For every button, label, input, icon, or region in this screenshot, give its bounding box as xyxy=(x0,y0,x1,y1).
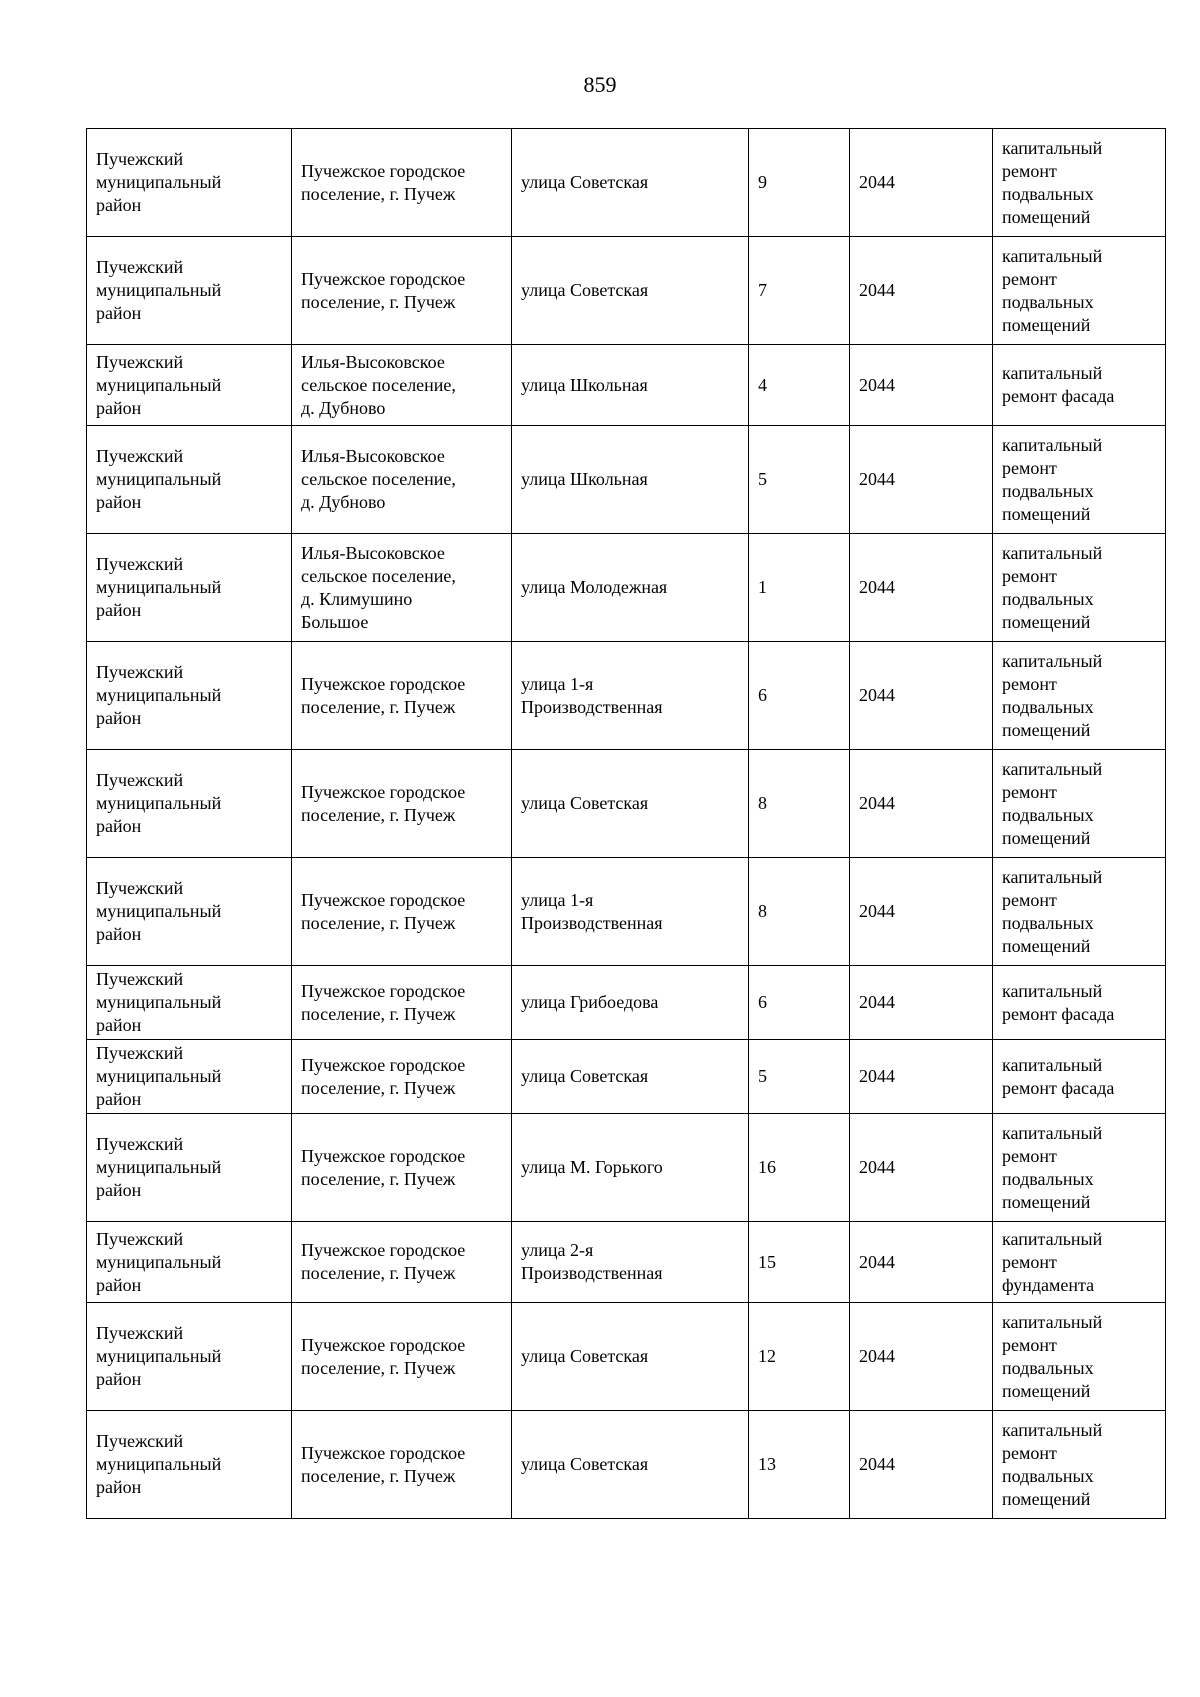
table-row xyxy=(87,237,1166,345)
house-number-cell: 4 xyxy=(749,345,850,426)
district-cell: Пучежский муниципальный район xyxy=(87,750,292,858)
house-number-cell: 6 xyxy=(749,642,850,750)
settlement-cell: Пучежское городское поселение, г. Пучеж xyxy=(292,237,512,345)
street-cell: улица 1-я Производственная xyxy=(512,858,749,966)
work-type-cell: капитальный ремонт подвальных помещений xyxy=(993,426,1166,534)
year-cell: 2044 xyxy=(850,1411,993,1519)
work-type-cell: капитальный ремонт подвальных помещений xyxy=(993,1114,1166,1222)
district-cell: Пучежский муниципальный район xyxy=(87,1114,292,1222)
district-cell: Пучежский муниципальный район xyxy=(87,1411,292,1519)
work-type-cell: капитальный ремонт фасада xyxy=(993,345,1166,426)
house-number-cell: 1 xyxy=(749,534,850,642)
table-row xyxy=(87,1114,1166,1222)
settlement-cell: Пучежское городское поселение, г. Пучеж xyxy=(292,1222,512,1303)
district-cell: Пучежский муниципальный район xyxy=(87,1222,292,1303)
work-type-cell: капитальный ремонт подвальных помещений xyxy=(993,1411,1166,1519)
table-row xyxy=(87,1040,1166,1114)
table-row xyxy=(87,858,1166,966)
table-row xyxy=(87,642,1166,750)
page-number: 859 xyxy=(583,72,617,97)
work-type-cell: капитальный ремонт подвальных помещений xyxy=(993,129,1166,237)
settlement-cell: Пучежское городское поселение, г. Пучеж xyxy=(292,129,512,237)
settlement-cell: Илья-Высоковское сельское поселение, д. Дубново xyxy=(292,426,512,534)
repair-schedule-table xyxy=(86,128,1166,1519)
house-number-cell: 8 xyxy=(749,750,850,858)
year-cell: 2044 xyxy=(850,237,993,345)
settlement-cell: Пучежское городское поселение, г. Пучеж xyxy=(292,858,512,966)
table-row xyxy=(87,1303,1166,1411)
table-row xyxy=(87,1222,1166,1303)
work-type-cell: капитальный ремонт подвальных помещений xyxy=(993,237,1166,345)
house-number-cell: 16 xyxy=(749,1114,850,1222)
year-cell: 2044 xyxy=(850,426,993,534)
district-cell: Пучежский муниципальный район xyxy=(87,1303,292,1411)
table-row xyxy=(87,966,1166,1040)
street-cell: улица Советская xyxy=(512,129,749,237)
year-cell: 2044 xyxy=(850,858,993,966)
district-cell: Пучежский муниципальный район xyxy=(87,858,292,966)
table-row xyxy=(87,345,1166,426)
table-row xyxy=(87,129,1166,237)
street-cell: улица 1-я Производственная xyxy=(512,642,749,750)
district-cell: Пучежский муниципальный район xyxy=(87,345,292,426)
house-number-cell: 9 xyxy=(749,129,850,237)
street-cell: улица М. Горького xyxy=(512,1114,749,1222)
street-cell: улица 2-я Производственная xyxy=(512,1222,749,1303)
street-cell: улица Школьная xyxy=(512,345,749,426)
work-type-cell: капитальный ремонт подвальных помещений xyxy=(993,534,1166,642)
settlement-cell: Пучежское городское поселение, г. Пучеж xyxy=(292,750,512,858)
house-number-cell: 8 xyxy=(749,858,850,966)
settlement-cell: Пучежское городское поселение, г. Пучеж xyxy=(292,1303,512,1411)
year-cell: 2044 xyxy=(850,642,993,750)
settlement-cell: Илья-Высоковское сельское поселение, д. Дубново xyxy=(292,345,512,426)
work-type-cell: капитальный ремонт подвальных помещений xyxy=(993,1303,1166,1411)
settlement-cell: Пучежское городское поселение, г. Пучеж xyxy=(292,642,512,750)
year-cell: 2044 xyxy=(850,129,993,237)
district-cell: Пучежский муниципальный район xyxy=(87,1040,292,1114)
year-cell: 2044 xyxy=(850,750,993,858)
settlement-cell: Пучежское городское поселение, г. Пучеж xyxy=(292,1411,512,1519)
table-row xyxy=(87,1411,1166,1519)
house-number-cell: 6 xyxy=(749,966,850,1040)
house-number-cell: 12 xyxy=(749,1303,850,1411)
district-cell: Пучежский муниципальный район xyxy=(87,534,292,642)
work-type-cell: капитальный ремонт фундамента xyxy=(993,1222,1166,1303)
house-number-cell: 7 xyxy=(749,237,850,345)
work-type-cell: капитальный ремонт фасада xyxy=(993,1040,1166,1114)
work-type-cell: капитальный ремонт подвальных помещений xyxy=(993,858,1166,966)
street-cell: улица Советская xyxy=(512,1303,749,1411)
district-cell: Пучежский муниципальный район xyxy=(87,642,292,750)
street-cell: улица Грибоедова xyxy=(512,966,749,1040)
house-number-cell: 5 xyxy=(749,426,850,534)
year-cell: 2044 xyxy=(850,1222,993,1303)
year-cell: 2044 xyxy=(850,534,993,642)
work-type-cell: капитальный ремонт подвальных помещений xyxy=(993,750,1166,858)
year-cell: 2044 xyxy=(850,345,993,426)
street-cell: улица Советская xyxy=(512,750,749,858)
settlement-cell: Пучежское городское поселение, г. Пучеж xyxy=(292,1114,512,1222)
year-cell: 2044 xyxy=(850,1040,993,1114)
house-number-cell: 15 xyxy=(749,1222,850,1303)
settlement-cell: Пучежское городское поселение, г. Пучеж xyxy=(292,1040,512,1114)
district-cell: Пучежский муниципальный район xyxy=(87,426,292,534)
work-type-cell: капитальный ремонт фасада xyxy=(993,966,1166,1040)
year-cell: 2044 xyxy=(850,1114,993,1222)
district-cell: Пучежский муниципальный район xyxy=(87,129,292,237)
street-cell: улица Советская xyxy=(512,1411,749,1519)
work-type-cell: капитальный ремонт подвальных помещений xyxy=(993,642,1166,750)
settlement-cell: Илья-Высоковское сельское поселение, д. Климушино Большое xyxy=(292,534,512,642)
table-row xyxy=(87,750,1166,858)
year-cell: 2044 xyxy=(850,1303,993,1411)
table-row xyxy=(87,426,1166,534)
district-cell: Пучежский муниципальный район xyxy=(87,966,292,1040)
house-number-cell: 13 xyxy=(749,1411,850,1519)
district-cell: Пучежский муниципальный район xyxy=(87,237,292,345)
street-cell: улица Школьная xyxy=(512,426,749,534)
house-number-cell: 5 xyxy=(749,1040,850,1114)
table-row xyxy=(87,534,1166,642)
street-cell: улица Советская xyxy=(512,237,749,345)
street-cell: улица Молодежная xyxy=(512,534,749,642)
year-cell: 2044 xyxy=(850,966,993,1040)
settlement-cell: Пучежское городское поселение, г. Пучеж xyxy=(292,966,512,1040)
street-cell: улица Советская xyxy=(512,1040,749,1114)
